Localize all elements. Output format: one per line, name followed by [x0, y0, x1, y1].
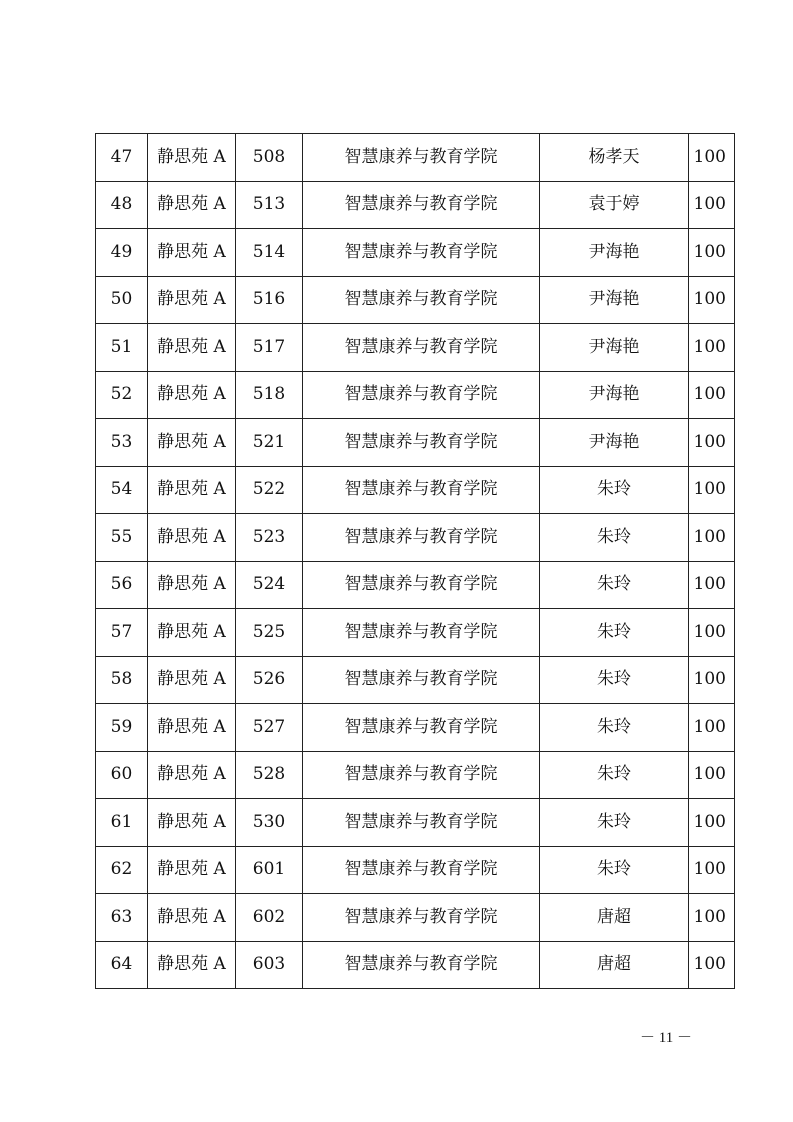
score-cell: 100: [689, 704, 735, 752]
score-cell: 100: [689, 419, 735, 467]
table-row: [96, 846, 735, 894]
table-row: [96, 276, 735, 324]
score-cell: 100: [689, 181, 735, 229]
person-cell: 朱玲: [540, 609, 689, 657]
person-cell: 唐超: [540, 894, 689, 942]
row-number-cell: 55: [96, 514, 148, 562]
table-row: [96, 181, 735, 229]
score-cell: 100: [689, 609, 735, 657]
room-number-cell: 513: [236, 181, 303, 229]
score-cell: 100: [689, 466, 735, 514]
building-cell: 静思苑 A: [148, 134, 236, 182]
building-cell: 静思苑 A: [148, 704, 236, 752]
table-row: [96, 656, 735, 704]
row-number-cell: 52: [96, 371, 148, 419]
building-cell: 静思苑 A: [148, 894, 236, 942]
row-number-cell: 53: [96, 419, 148, 467]
row-number-cell: 54: [96, 466, 148, 514]
person-cell: 尹海艳: [540, 276, 689, 324]
building-cell: 静思苑 A: [148, 371, 236, 419]
room-number-cell: 528: [236, 751, 303, 799]
college-cell: 智慧康养与教育学院: [303, 419, 540, 467]
college-cell: 智慧康养与教育学院: [303, 371, 540, 419]
college-cell: 智慧康养与教育学院: [303, 276, 540, 324]
table-row: [96, 324, 735, 372]
table-body: [96, 134, 735, 989]
room-number-cell: 522: [236, 466, 303, 514]
room-number-cell: 514: [236, 229, 303, 277]
person-cell: 朱玲: [540, 704, 689, 752]
score-cell: 100: [689, 894, 735, 942]
college-cell: 智慧康养与教育学院: [303, 514, 540, 562]
person-cell: 尹海艳: [540, 419, 689, 467]
building-cell: 静思苑 A: [148, 229, 236, 277]
college-cell: 智慧康养与教育学院: [303, 894, 540, 942]
building-cell: 静思苑 A: [148, 941, 236, 989]
building-cell: 静思苑 A: [148, 514, 236, 562]
score-cell: 100: [689, 799, 735, 847]
building-cell: 静思苑 A: [148, 799, 236, 847]
building-cell: 静思苑 A: [148, 276, 236, 324]
college-cell: 智慧康养与教育学院: [303, 324, 540, 372]
room-number-cell: 603: [236, 941, 303, 989]
score-cell: 100: [689, 846, 735, 894]
person-cell: 尹海艳: [540, 324, 689, 372]
score-cell: 100: [689, 276, 735, 324]
room-number-cell: 524: [236, 561, 303, 609]
person-cell: 朱玲: [540, 751, 689, 799]
score-cell: 100: [689, 656, 735, 704]
row-number-cell: 58: [96, 656, 148, 704]
row-number-cell: 61: [96, 799, 148, 847]
row-number-cell: 57: [96, 609, 148, 657]
person-cell: 唐超: [540, 941, 689, 989]
person-cell: 尹海艳: [540, 229, 689, 277]
room-number-cell: 516: [236, 276, 303, 324]
building-cell: 静思苑 A: [148, 324, 236, 372]
college-cell: 智慧康养与教育学院: [303, 134, 540, 182]
row-number-cell: 49: [96, 229, 148, 277]
row-number-cell: 62: [96, 846, 148, 894]
college-cell: 智慧康养与教育学院: [303, 799, 540, 847]
room-number-cell: 521: [236, 419, 303, 467]
table-row: [96, 751, 735, 799]
dormitory-score-table: [95, 133, 735, 989]
row-number-cell: 51: [96, 324, 148, 372]
building-cell: 静思苑 A: [148, 466, 236, 514]
table-row: [96, 941, 735, 989]
score-cell: 100: [689, 324, 735, 372]
table-row: [96, 229, 735, 277]
row-number-cell: 47: [96, 134, 148, 182]
table-row: [96, 419, 735, 467]
score-cell: 100: [689, 229, 735, 277]
building-cell: 静思苑 A: [148, 419, 236, 467]
table-row: [96, 371, 735, 419]
table-row: [96, 134, 735, 182]
score-cell: 100: [689, 514, 735, 562]
building-cell: 静思苑 A: [148, 846, 236, 894]
person-cell: 朱玲: [540, 514, 689, 562]
room-number-cell: 525: [236, 609, 303, 657]
college-cell: 智慧康养与教育学院: [303, 609, 540, 657]
row-number-cell: 56: [96, 561, 148, 609]
person-cell: 朱玲: [540, 656, 689, 704]
building-cell: 静思苑 A: [148, 609, 236, 657]
college-cell: 智慧康养与教育学院: [303, 751, 540, 799]
college-cell: 智慧康养与教育学院: [303, 561, 540, 609]
college-cell: 智慧康养与教育学院: [303, 941, 540, 989]
table-row: [96, 561, 735, 609]
college-cell: 智慧康养与教育学院: [303, 229, 540, 277]
college-cell: 智慧康养与教育学院: [303, 704, 540, 752]
row-number-cell: 50: [96, 276, 148, 324]
room-number-cell: 602: [236, 894, 303, 942]
person-cell: 杨孝天: [540, 134, 689, 182]
row-number-cell: 60: [96, 751, 148, 799]
person-cell: 朱玲: [540, 561, 689, 609]
building-cell: 静思苑 A: [148, 181, 236, 229]
person-cell: 尹海艳: [540, 371, 689, 419]
college-cell: 智慧康养与教育学院: [303, 466, 540, 514]
score-cell: 100: [689, 751, 735, 799]
table-row: [96, 609, 735, 657]
building-cell: 静思苑 A: [148, 751, 236, 799]
room-number-cell: 601: [236, 846, 303, 894]
page-number: － 11 －: [640, 1030, 692, 1046]
table-row: [96, 894, 735, 942]
room-number-cell: 530: [236, 799, 303, 847]
person-cell: 袁于婷: [540, 181, 689, 229]
row-number-cell: 64: [96, 941, 148, 989]
row-number-cell: 48: [96, 181, 148, 229]
table-row: [96, 466, 735, 514]
college-cell: 智慧康养与教育学院: [303, 181, 540, 229]
room-number-cell: 523: [236, 514, 303, 562]
college-cell: 智慧康养与教育学院: [303, 656, 540, 704]
score-cell: 100: [689, 941, 735, 989]
score-cell: 100: [689, 134, 735, 182]
person-cell: 朱玲: [540, 466, 689, 514]
table-row: [96, 704, 735, 752]
building-cell: 静思苑 A: [148, 656, 236, 704]
score-cell: 100: [689, 561, 735, 609]
person-cell: 朱玲: [540, 799, 689, 847]
score-cell: 100: [689, 371, 735, 419]
room-number-cell: 508: [236, 134, 303, 182]
table-row: [96, 799, 735, 847]
room-number-cell: 518: [236, 371, 303, 419]
person-cell: 朱玲: [540, 846, 689, 894]
room-number-cell: 517: [236, 324, 303, 372]
table-row: [96, 514, 735, 562]
row-number-cell: 59: [96, 704, 148, 752]
building-cell: 静思苑 A: [148, 561, 236, 609]
room-number-cell: 527: [236, 704, 303, 752]
row-number-cell: 63: [96, 894, 148, 942]
college-cell: 智慧康养与教育学院: [303, 846, 540, 894]
room-number-cell: 526: [236, 656, 303, 704]
